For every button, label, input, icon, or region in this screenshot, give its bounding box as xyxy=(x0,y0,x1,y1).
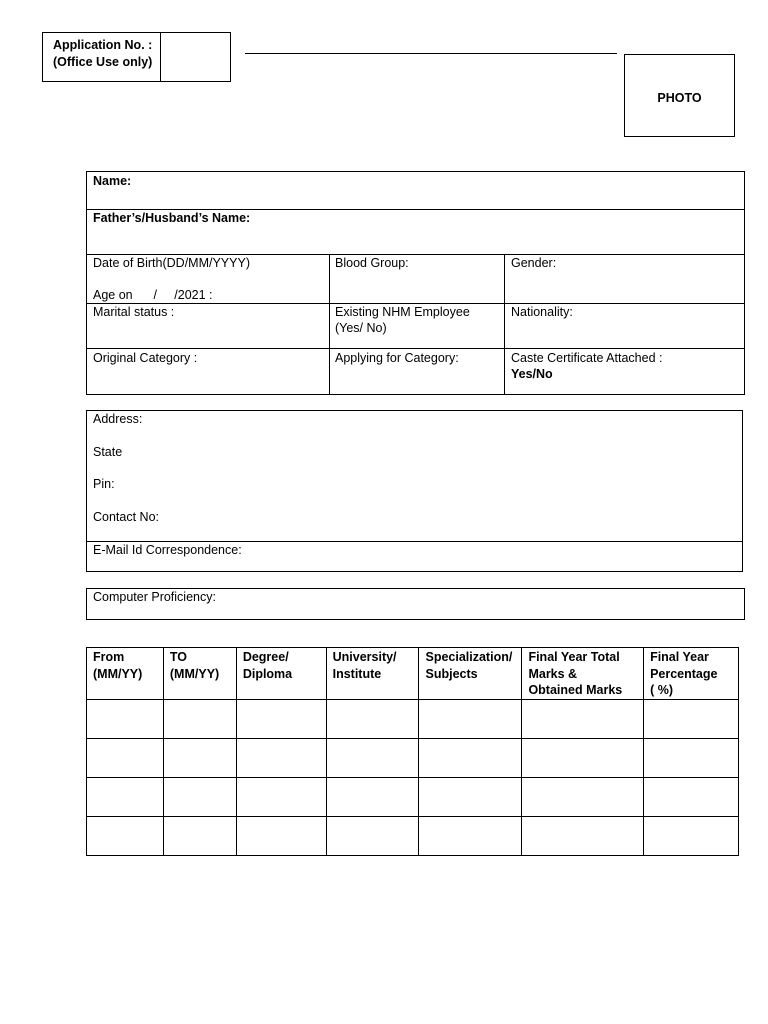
table-cell[interactable] xyxy=(87,738,164,777)
table-cell[interactable] xyxy=(419,699,522,738)
table-cell[interactable] xyxy=(522,777,644,816)
table-cell[interactable] xyxy=(236,738,326,777)
table-cell[interactable] xyxy=(236,816,326,855)
header-specialization: Specialization/ Subjects xyxy=(419,648,522,700)
table-cell[interactable] xyxy=(163,816,236,855)
header-university: University/ Institute xyxy=(326,648,419,700)
pin-label: Pin: xyxy=(93,477,115,491)
caste-certificate-options: Yes/No xyxy=(511,367,553,381)
header-degree: Degree/ Diploma xyxy=(236,648,326,700)
table-cell[interactable] xyxy=(326,738,419,777)
table-cell[interactable] xyxy=(87,777,164,816)
age-on-label: Age on / /2021 : xyxy=(93,288,213,302)
father-husband-name-label: Father’s/Husband’s Name: xyxy=(93,211,251,225)
caste-certificate-label: Caste Certificate Attached : xyxy=(511,351,663,365)
contact-no-label: Contact No: xyxy=(93,510,160,524)
email-label: E-Mail Id Correspondence: xyxy=(93,543,242,557)
table-cell[interactable] xyxy=(419,777,522,816)
nhm-employee-options: (Yes/ No) xyxy=(335,321,387,335)
state-label: State xyxy=(93,445,123,459)
table-cell[interactable] xyxy=(419,738,522,777)
header-rule-line xyxy=(245,53,617,54)
nationality-label: Nationality: xyxy=(511,305,573,319)
table-row xyxy=(87,699,739,738)
education-table xyxy=(86,647,739,856)
table-cell[interactable] xyxy=(419,816,522,855)
table-cell[interactable] xyxy=(87,816,164,855)
application-no-label: Application No. : xyxy=(53,38,153,52)
table-cell[interactable] xyxy=(326,699,419,738)
applying-category-label: Applying for Category: xyxy=(335,351,459,365)
table-cell[interactable] xyxy=(163,738,236,777)
col-divider-1 xyxy=(329,254,330,395)
computer-proficiency-label: Computer Proficiency: xyxy=(93,590,216,604)
photo-label: PHOTO xyxy=(657,91,702,105)
table-cell[interactable] xyxy=(163,777,236,816)
table-row xyxy=(87,816,739,855)
name-label: Name: xyxy=(93,174,132,188)
office-use-label: (Office Use only) xyxy=(53,55,153,69)
table-cell[interactable] xyxy=(644,777,739,816)
table-row xyxy=(87,777,739,816)
table-cell[interactable] xyxy=(522,699,644,738)
table-cell[interactable] xyxy=(236,777,326,816)
header-percentage: Final Year Percentage ( %) xyxy=(644,648,739,700)
gender-label: Gender: xyxy=(511,256,557,270)
table-cell[interactable] xyxy=(87,699,164,738)
marital-status-label: Marital status : xyxy=(93,305,175,319)
table-cell[interactable] xyxy=(163,699,236,738)
header-to: TO (MM/YY) xyxy=(163,648,236,700)
header-total-marks: Final Year Total Marks & Obtained Marks xyxy=(522,648,644,700)
table-cell[interactable] xyxy=(326,777,419,816)
dob-label: Date of Birth(DD/MM/YYYY) xyxy=(93,256,250,270)
table-cell[interactable] xyxy=(236,699,326,738)
table-cell[interactable] xyxy=(644,699,739,738)
application-no-divider xyxy=(160,32,161,82)
nhm-employee-label: Existing NHM Employee xyxy=(335,305,470,319)
table-cell[interactable] xyxy=(522,816,644,855)
table-cell[interactable] xyxy=(644,738,739,777)
original-category-label: Original Category : xyxy=(93,351,198,365)
table-cell[interactable] xyxy=(326,816,419,855)
education-header-row xyxy=(87,648,739,700)
col-divider-2 xyxy=(504,254,505,395)
table-row xyxy=(87,738,739,777)
table-cell[interactable] xyxy=(644,816,739,855)
header-from: From (MM/YY) xyxy=(87,648,164,700)
application-no-field[interactable] xyxy=(162,34,229,80)
address-label: Address: xyxy=(93,412,143,426)
row-divider-4 xyxy=(86,348,745,349)
blood-group-label: Blood Group: xyxy=(335,256,409,270)
table-cell[interactable] xyxy=(522,738,644,777)
